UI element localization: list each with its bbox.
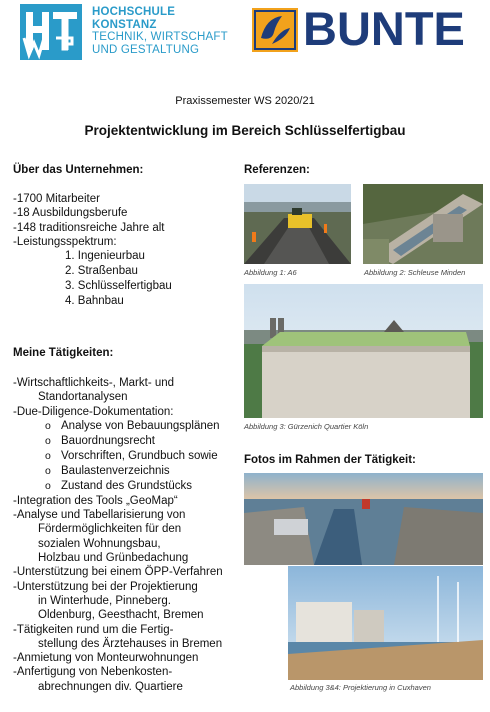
activity-line: -Analyse und Tabellarisierung von: [13, 509, 186, 522]
activity-line: -Unterstützung bei der Projektierung: [13, 580, 198, 593]
htwg-logo-text: [92, 6, 228, 56]
due-diligence-item: o Analyse von Bebauungsplänen: [45, 419, 223, 434]
htwg-line: HOCHSCHULE: [92, 6, 176, 18]
due-diligence-item: o Bauordnungsrecht: [45, 434, 223, 449]
photo-schleuse-minden: [363, 184, 483, 264]
company-facts: [13, 192, 172, 309]
htwg-logo-icon: [20, 4, 82, 60]
htwg-line: TECHNIK, WIRTSCHAFT: [92, 31, 228, 43]
fact-line: -148 traditionsreiche Jahre alt: [13, 221, 165, 234]
activity-line: -Wirtschaftlichkeits-, Markt- und: [13, 377, 175, 389]
caption-photo-4-5: Abbildung 3&4: Projektierung in Cuxhaven: [290, 683, 431, 692]
page-title: Projektentwicklung im Bereich Schlüsselfertigbau: [84, 123, 406, 138]
activities-list: [13, 376, 223, 694]
service-item: 2. Straßenbau: [65, 265, 138, 278]
caption-photo-3: Abbildung 3: Gürzenich Quartier Köln: [244, 422, 369, 431]
activity-line: -Anfertigung von Nebenkosten-: [13, 666, 173, 679]
activity-line: -Tätigkeiten rund um die Fertig-: [13, 623, 174, 636]
htwg-line: KONSTANZ: [92, 18, 157, 31]
bunte-logo-icon: [252, 8, 298, 52]
photo-cuxhaven-harbour: [244, 473, 483, 565]
activity-line: -Unterstützung bei einem ÖPP-Verfahren: [13, 566, 223, 579]
activity-line: stellung des Ärztehauses in Bremen: [38, 637, 223, 650]
references-heading: Referenzen:: [244, 164, 310, 176]
activity-line: -Integration des Tools „GeoMap“: [13, 494, 178, 507]
activities-heading: Meine Tätigkeiten:: [13, 347, 114, 359]
htwg-line: UND GESTALTUNG: [92, 43, 200, 56]
fact-line: -Leistungsspektrum:: [13, 235, 117, 248]
due-diligence-list: [13, 419, 223, 494]
photo-cuxhaven-waterfront: [288, 566, 483, 680]
activity-line: in Winterhude, Pinneberg.: [38, 594, 171, 607]
activity-line: abrechnungen div. Quartiere: [38, 680, 183, 693]
service-item: 4. Bahnbau: [65, 295, 124, 308]
fact-line: -18 Ausbildungsberufe: [13, 207, 128, 220]
service-item: 1. Ingenieurbau: [65, 250, 145, 263]
activity-line: -Anmietung von Monteurwohnungen: [13, 652, 199, 665]
activity-line: Standortanalysen: [38, 391, 128, 404]
services-list: [13, 249, 172, 309]
caption-photo-1: Abbildung 1: A6: [244, 268, 297, 277]
due-diligence-item: o Vorschriften, Grundbuch sowie: [45, 449, 223, 464]
semester-label: Praxissemester WS 2020/21: [175, 95, 315, 107]
fact-line: -1700 Mitarbeiter: [13, 193, 100, 205]
service-item: 3. Schlüsselfertigbau: [65, 280, 172, 293]
activity-line: Oldenburg, Geesthacht, Bremen: [38, 609, 204, 622]
photos-heading: Fotos im Rahmen der Tätigkeit:: [244, 454, 416, 466]
due-diligence-item: o Baulastenverzeichnis: [45, 464, 223, 479]
activity-line: Fördermöglichkeiten für den: [38, 523, 182, 536]
photo-a6-road-construction: [244, 184, 351, 264]
company-heading: Über das Unternehmen:: [13, 164, 144, 176]
activity-line: sozialen Wohnungsbau,: [38, 537, 161, 550]
due-diligence-item: o Zustand des Grundstücks: [45, 479, 223, 494]
activity-line: -Due-Diligence-Dokumentation:: [13, 405, 174, 418]
bunte-logo-wordmark: BUNTE: [303, 2, 465, 55]
activity-line: Holzbau und Grünbedachung: [38, 552, 189, 565]
caption-photo-2: Abbildung 2: Schleuse Minden: [364, 268, 466, 277]
photo-guerzenich-quartier: [244, 284, 483, 418]
